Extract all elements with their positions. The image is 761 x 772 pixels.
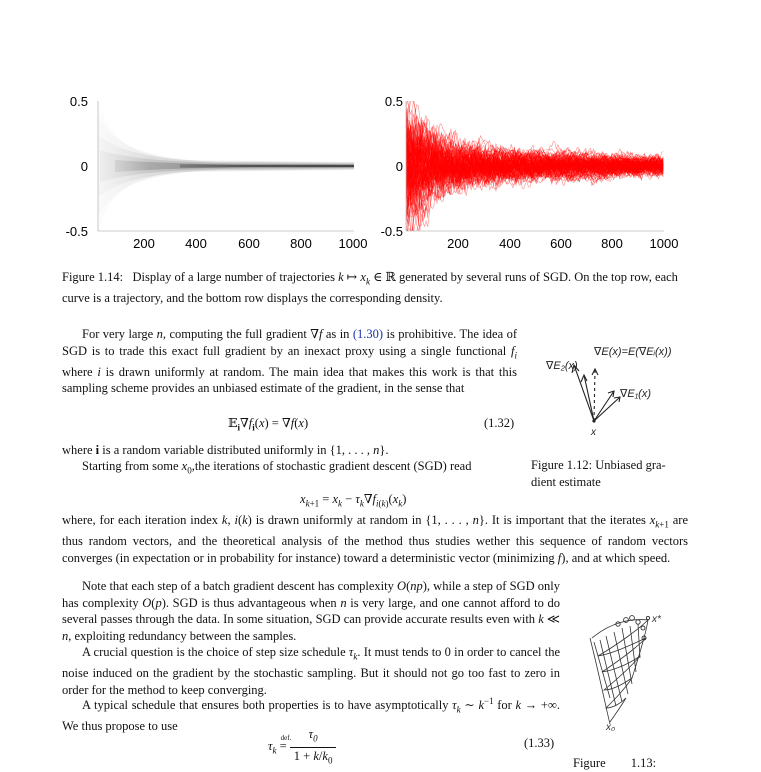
right-xtick-1: 200 — [447, 236, 469, 251]
figure-1-12-caption — [531, 457, 696, 490]
figure-1-13-sketch — [570, 598, 690, 748]
equation-1-33: $\tau_k$ def. = $\frac{\tau_0}{1 + k/k_0}$ — [268, 726, 336, 769]
trajectory-lines — [406, 101, 663, 231]
figure-1-12-caption-line-2: dient estimate — [531, 474, 601, 489]
right-xtick-5: 1000 — [649, 236, 679, 251]
paragraph-random-variable: where i is a random variable distributed uniformly in {1, . . . , n}. — [62, 443, 389, 457]
paragraph-step-size: A crucial question is the choice of step size schedule $\tau_k$. It must tends to 0 in order to cancel the noise induced on the gradient by the stochastic sampling. But it should not go too fast to zero in order for the method to keep converging. — [62, 645, 560, 697]
figure-1-12-caption-line-1: Figure 1.12: Unbiased gra- — [531, 458, 666, 472]
figure-1-14-caption — [62, 269, 702, 307]
density-plot — [66, 94, 368, 251]
figure-1-14-text: Display of a large number of trajectories k ↦ $x_k$ ∈ ℝ generated by several runs of SGD. On the top row, each curve is a trajectory, and the bottom row displays the corresponding density. — [62, 270, 678, 305]
left-xtick-4: 800 — [290, 236, 312, 251]
paragraph-schedule: A typical schedule that ensures both properties is to have asymptotically $\tau_k$ ∼ $k^{-1}$ for k → +∞. We thus propose to use — [62, 696, 560, 734]
svg-text:x₀: x₀ — [606, 722, 616, 733]
figure-1-12-sketch — [540, 335, 690, 440]
right-ytick-top: 0.5 — [384, 94, 403, 109]
left-xtick-5: 1000 — [338, 236, 368, 251]
left-ytick-mid: 0 — [80, 159, 88, 174]
equation-sgd-update: $x_{k+1} = x_k - \tau_k\nabla f_{i(k)}(x_k)$ — [300, 492, 407, 509]
left-xtick-3: 600 — [238, 236, 260, 251]
eq-ref-1-30[interactable]: (1.30) — [352, 327, 384, 341]
right-ytick-bottom: -0.5 — [380, 224, 403, 239]
density-band — [98, 101, 354, 231]
left-ytick-bottom: -0.5 — [65, 224, 88, 239]
svg-text:x*: x* — [652, 614, 661, 625]
paragraph-complexity: Note that each step of a batch gradient descent has complexity O(np), while a step of SGD only has complexity O(p). SGD is thus advantageous when n is very large, and one cannot afford to do several passes through the data. In some situation, SGD can provide accurate results even with k ≪ n, exploiting redundancy between the samples. — [62, 579, 560, 643]
svg-text:∇E₁(x): ∇E₁(x) — [620, 388, 651, 400]
equation-1-32: $𝔼_i\nabla f_i(x) = \nabla f(x)$ — [228, 416, 309, 433]
figure-1-14-plots — [0, 80, 761, 255]
paragraph-sgd-iterations: Starting from some $x_0,the$ iterations of stochastic gradient descent (SGD) read — [82, 459, 472, 476]
equation-1-32-number: (1.32) — [484, 416, 515, 430]
left-xtick-2: 400 — [185, 236, 207, 251]
equation-1-33-number: (1.33) — [524, 736, 555, 750]
trajectory-plot — [381, 94, 679, 251]
right-ytick-mid: 0 — [395, 159, 403, 174]
paragraph-iteration-index: where, for each iteration index k, i(k) is drawn uniformly at random in {1, . . . , n}. It is important that the iterates $x_{k+1}$ are thus random vectors, and the theoretical analysis of the method thus studies wether this sequence of random vectors converges (in expectation or in probability for instance) toward a deterministic vector (minimizing f), and at which speed. — [62, 513, 688, 565]
left-xtick-1: 200 — [133, 236, 155, 251]
figure-1-13-caption: Figure 1.13: — [573, 756, 657, 770]
right-xtick-4: 800 — [601, 236, 623, 251]
svg-text:∇E(x)=E(∇Eᵢ(x)): ∇E(x)=E(∇Eᵢ(x)) — [594, 346, 672, 358]
figure-1-14-label: Figure 1.14: — [62, 270, 124, 284]
right-xtick-3: 600 — [550, 236, 572, 251]
svg-text:∇E₂(x): ∇E₂(x) — [546, 360, 578, 372]
paragraph-sgd-intro: For very large n, computing the full gradient ∇f as in (1.30) is prohibitive. The idea of SGD is to trade this exact full gradient by an inexact proxy using a single functional $f_i$ where i is drawn uniformly at random. The main idea that makes this work is that this sampling scheme provides an unbiased estimate of the gradient, in the sense that — [62, 327, 517, 396]
right-xtick-2: 400 — [499, 236, 521, 251]
left-ytick-top: 0.5 — [69, 94, 88, 109]
svg-text:x: x — [591, 427, 596, 438]
